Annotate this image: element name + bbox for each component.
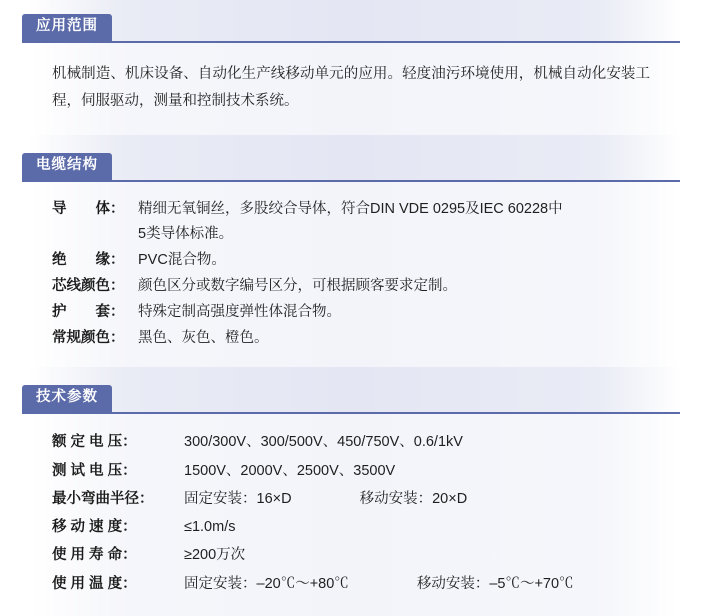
- spec-term: 测 试 电 压：: [52, 462, 137, 479]
- spec-value-moving: 移动安装：–5℃～+70℃: [416, 575, 574, 592]
- structure-desc: 黑色、灰色、橙色。: [138, 330, 269, 347]
- application-paragraph: 机械制造、机床设备、自动化生产线移动单元的应用。轻度油污环境使用，机械自动化安装工程，伺服驱动，测量和控制技术系统。: [52, 65, 650, 109]
- structure-desc: 颜色区分或数字编号区分，可根据顾客要求定制。: [138, 278, 457, 295]
- structure-term: 常规颜色：: [52, 330, 125, 347]
- structure-desc-continued: 5类导体标准。: [138, 225, 234, 242]
- spec-term: 最小弯曲半径：: [52, 490, 154, 507]
- structure-term: 芯线颜色：: [52, 278, 125, 295]
- list-item: [52, 513, 654, 541]
- list-item: [52, 325, 654, 351]
- spec-value: 300/300V、300/500V、450/750V、0.6/1kV: [184, 434, 463, 451]
- spec-value-fixed: 固定安装：16×D: [184, 490, 292, 507]
- list-item: [52, 196, 654, 222]
- list-item: [52, 428, 654, 456]
- spec-value: [184, 485, 654, 513]
- spec-term: 移 动 速 度：: [52, 519, 137, 536]
- list-item: [52, 247, 654, 273]
- list-item: [52, 299, 654, 325]
- structure-term: 绝 缘：: [52, 251, 125, 268]
- specs-definition-list: [52, 428, 654, 598]
- structure-term: 导 体：: [52, 200, 125, 217]
- spec-value: ≤1.0m/s: [184, 519, 236, 536]
- spec-term: 使 用 温 度：: [52, 575, 137, 592]
- list-item: [52, 273, 654, 299]
- spec-term: 额 定 电 压：: [52, 434, 137, 451]
- section-title-structure: 电缆结构: [22, 153, 112, 180]
- spec-value-fixed: 固定安装：–20℃～+80℃: [184, 575, 349, 592]
- list-item: [52, 541, 654, 569]
- section-application: [22, 14, 680, 135]
- spec-value: ≥200万次: [184, 547, 246, 564]
- list-item: [52, 485, 654, 513]
- list-item: [52, 457, 654, 485]
- spec-value: [184, 570, 654, 598]
- list-item: [52, 570, 654, 598]
- structure-desc: PVC混合物。: [138, 251, 226, 268]
- structure-desc: 精细无氧铜丝，多股绞合导体，符合DIN VDE 0295及IEC 60228中: [138, 200, 563, 217]
- structure-definition-list: [52, 196, 654, 352]
- section-structure: [22, 153, 680, 368]
- spec-value: 1500V、2000V、2500V、3500V: [184, 462, 396, 479]
- section-body-application: [22, 41, 680, 135]
- section-title-specs: 技术参数: [22, 385, 112, 412]
- section-specs: [22, 385, 680, 616]
- spec-value-moving: 移动安装：20×D: [359, 490, 468, 507]
- spec-term: 使 用 寿 命：: [52, 547, 137, 564]
- structure-term: 护 套：: [52, 304, 125, 321]
- section-title-application: 应用范围: [22, 14, 112, 41]
- section-body-structure: [22, 180, 680, 368]
- structure-desc: 特殊定制高强度弹性体混合物。: [138, 304, 341, 321]
- section-body-specs: [22, 412, 680, 616]
